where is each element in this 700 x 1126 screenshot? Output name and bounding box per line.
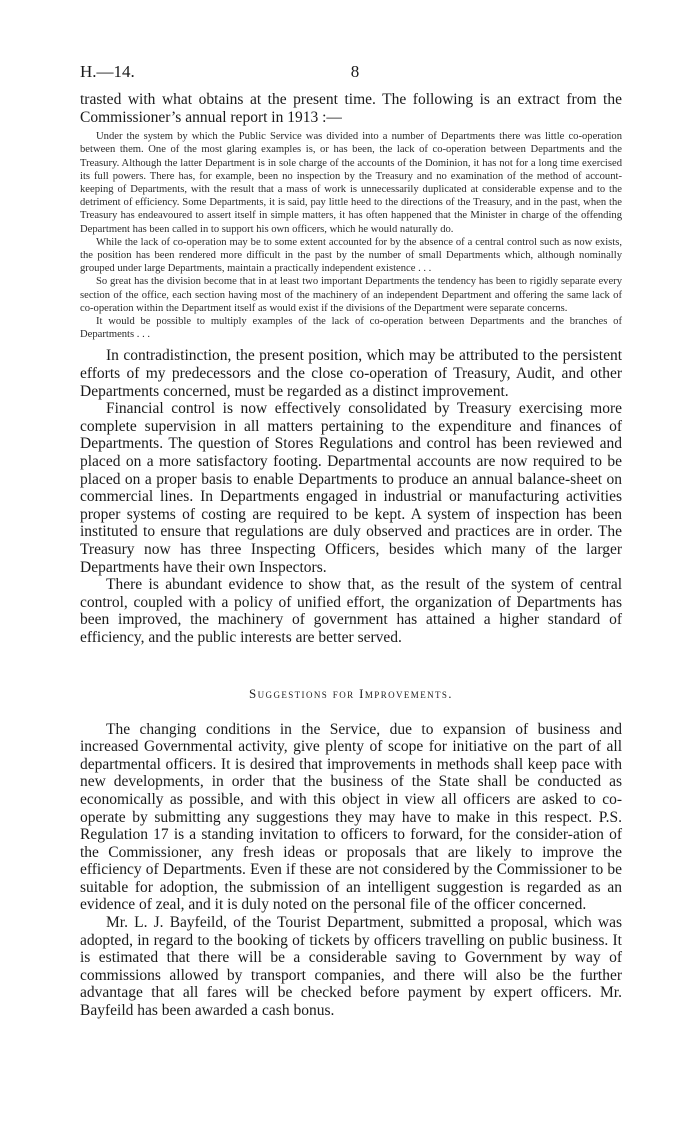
report-extract xyxy=(80,130,622,341)
intro-paragraph: trasted with what obtains at the present time. The following is an extract from the Commissioner’s annual report in 1913 :— xyxy=(80,91,622,126)
changing-conditions-paragraph: The changing conditions in the Service, due to expansion of business and increased Governmental activity, give plenty of scope for initiative on the part of all departmental officers. It is desired that improvements in methods shall keep pace with new developments, in order that the business of the State shall be conducted as economically as possible, and with this object in view all officers are asked to co-operate by submitting any suggestions they may have to make in this respect. P.S. Regulation 17 is a standing invitation to officers to forward, for the consider-ation of the Commissioner, any fresh ideas or proposals that are likely to improve the efficiency of Departments. Even if these are not considered by the Commissioner to be suitable for adoption, the submission of an intelligent suggestion is regarded as an evidence of zeal, and it is duly noted on the personal file of the officer concerned. xyxy=(80,720,622,914)
financial-control-paragraph: Financial control is now effectively consolidated by Treasury exercising more complete supervision in all matters pertaining to the expenditure and finances of Departments. The question of Stores Regulations and control has been reviewed and placed on a more satisfactory footing. Departmental accounts are now required to be placed on a proper basis to enable Departments to produce an annual balance-sheet on commercial lines. In Departments engaged in industrial or manufacturing activities proper systems of costing are required to be kept. A system of inspection has been instituted to ensure that regulations are duly observed and practices are in order. The Treasury now has three Inspecting Officers, besides which many of the larger Departments have their own Inspectors. xyxy=(80,400,622,576)
quote-paragraph: While the lack of co-operation may be to some extent accounted for by the absence of a central control such as now exists, the position has been rendered more difficult in the past by the number of small Departments which, although nominally grouped under large Departments, maintain a practically independent existence . . . xyxy=(80,236,622,275)
section-heading: Suggestions for Improvements. xyxy=(249,685,453,701)
page-body xyxy=(80,91,622,1020)
quote-paragraph: Under the system by which the Public Service was divided into a number of Departments there was little co-operation between them. One of the most glaring examples is, or has been, the lack of co-operation between Departments and the Treasury. Although the latter Department is in sole charge of the accounts of the Dominion, it has not for a long time exercised its full powers. There has, for example, been no inspection by the Treasury and no examination of the method of account-keeping of Departments, with the result that a mass of work is unnecessarily duplicated at considerable expense and to the detriment of efficiency. Some Departments, it is said, pay little heed to the directions of the Treasury, and in the past, when the Treasury has endeavoured to assert itself in simple matters, it has often happened that the Minister in charge of the offending Department has been called in to support his own officers, which he would naturally do. xyxy=(80,131,622,235)
evidence-paragraph: There is abundant evidence to show that, as the result of the system of central control, coupled with a policy of unified effort, the organization of Departments has been improved, the machinery of government has attained a higher standard of efficiency, and the public interests are better served. xyxy=(80,576,622,646)
page-header xyxy=(80,62,622,82)
bayfeild-paragraph: Mr. L. J. Bayfeild, of the Tourist Department, submitted a proposal, which was adopted, in regard to the booking of tickets by officers travelling on public business. It is estimated that there will be a considerable saving to Government by way of commissions allowed by transport companies, and there will also be the further advantage that all fares will be checked before payment by expert officers. Mr. Bayfeild has been awarded a cash bonus. xyxy=(80,914,622,1020)
document-reference: H.—14. xyxy=(80,62,135,81)
page-number: 8 xyxy=(350,62,360,81)
contradistinction-paragraph: In contradistinction, the present position, which may be attributed to the persistent efforts of my predecessors and the close co-operation of Treasury, Audit, and other Departments concerned, must be regarded as a distinct improvement. xyxy=(80,347,622,400)
quote-paragraph: So great has the division become that in at least two important Departments the tendency has been to rigidly separate every section of the office, each section having most of the machinery of an independent Department and offering the same lack of co-operation within the Department itself as would exist if the divisions of the Department were separate concerns. xyxy=(80,276,622,314)
quote-paragraph: It would be possible to multiply examples of the lack of co-operation between Departments and the branches of Departments . . . xyxy=(80,316,622,341)
